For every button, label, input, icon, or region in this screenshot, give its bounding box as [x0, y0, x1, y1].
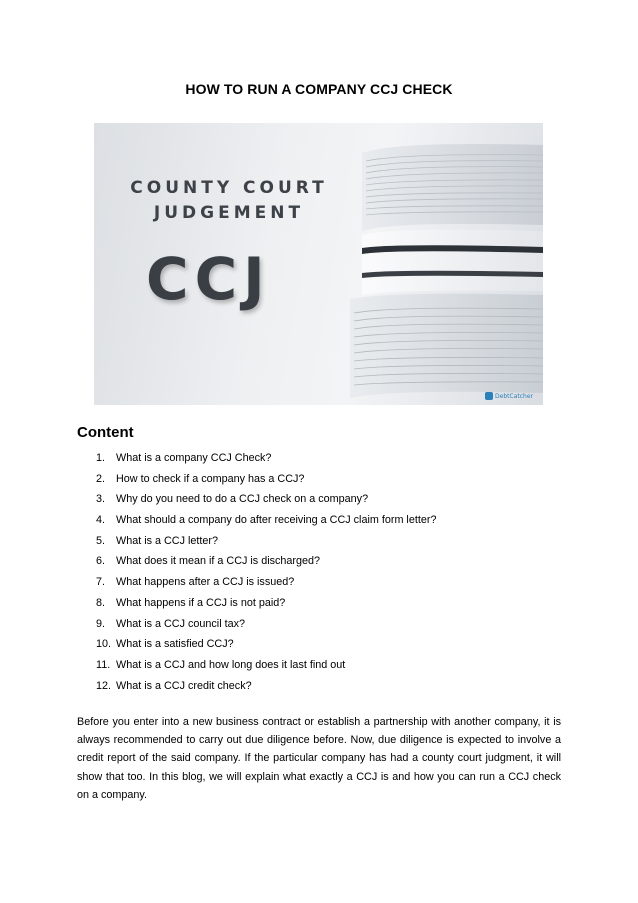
toc-number: 1.: [96, 452, 106, 464]
toc-text: What happens if a CCJ is not paid?: [116, 596, 286, 609]
toc-text: What is a CCJ credit check?: [116, 679, 252, 692]
toc-text: What is a company CCJ Check?: [116, 452, 272, 464]
hero-image: [94, 123, 543, 405]
toc-text: What is a satisfied CCJ?: [116, 638, 234, 651]
toc-number: 2.: [96, 472, 106, 485]
hero-logo: [485, 392, 533, 400]
toc-text: How to check if a company has a CCJ?: [116, 472, 305, 485]
toc-number: 8.: [96, 596, 106, 609]
logo-text: DebtCatcher: [495, 392, 533, 400]
toc-text: What is a CCJ council tax?: [116, 617, 246, 630]
toc-item[interactable]: [96, 535, 436, 556]
toc-text: What happens after a CCJ is issued?: [116, 576, 295, 589]
toc-number: 4.: [96, 514, 106, 527]
toc-text: What should a company do after receiving a CCJ claim form letter?: [116, 514, 437, 527]
toc-number: 9.: [96, 617, 106, 630]
toc-text: Why do you need to do a CCJ check on a company?: [116, 493, 369, 506]
toc-number: 3.: [96, 493, 106, 506]
hero-caption-line2: JUDGEMENT: [153, 203, 305, 223]
logo-icon: [485, 392, 493, 400]
toc-item[interactable]: [96, 493, 436, 514]
toc-item[interactable]: [96, 597, 436, 618]
hero-ccj-text: CCJ: [146, 245, 271, 313]
toc-item[interactable]: [96, 576, 436, 597]
toc-item[interactable]: [96, 473, 436, 494]
toc-number: 5.: [96, 534, 106, 547]
toc-item[interactable]: [96, 514, 436, 535]
toc-number: 7.: [96, 576, 106, 589]
toc-text: What does it mean if a CCJ is discharged?: [116, 555, 321, 568]
toc-number: 10.: [96, 638, 112, 651]
toc-number: 6.: [96, 555, 106, 568]
content-heading: Content: [77, 424, 134, 441]
toc-item[interactable]: [96, 618, 436, 639]
page-title: HOW TO RUN A COMPANY CCJ CHECK: [185, 81, 453, 97]
toc-number: 12.: [96, 679, 112, 692]
toc-text: What is a CCJ letter?: [116, 534, 219, 547]
hero-caption-line1: COUNTY COURT: [130, 178, 328, 198]
toc-item[interactable]: [96, 452, 436, 473]
toc-item[interactable]: [96, 555, 436, 576]
table-of-contents: [96, 452, 436, 700]
intro-paragraph: Before you enter into a new business contract or establish a partnership with another company, it is always recommended to carry out due diligence before. Now, due diligence is expected to involve a credit report of the said company. If the particular company has had a county court judgment, it will show that too. In this blog, we will explain what exactly a CCJ is and how you can run a CCJ check on a company.: [77, 716, 561, 801]
toc-item[interactable]: [96, 638, 436, 659]
toc-item[interactable]: [96, 680, 436, 701]
toc-item[interactable]: [96, 659, 436, 680]
toc-number: 11.: [96, 658, 111, 671]
toc-text: What is a CCJ and how long does it last find out: [116, 658, 346, 671]
